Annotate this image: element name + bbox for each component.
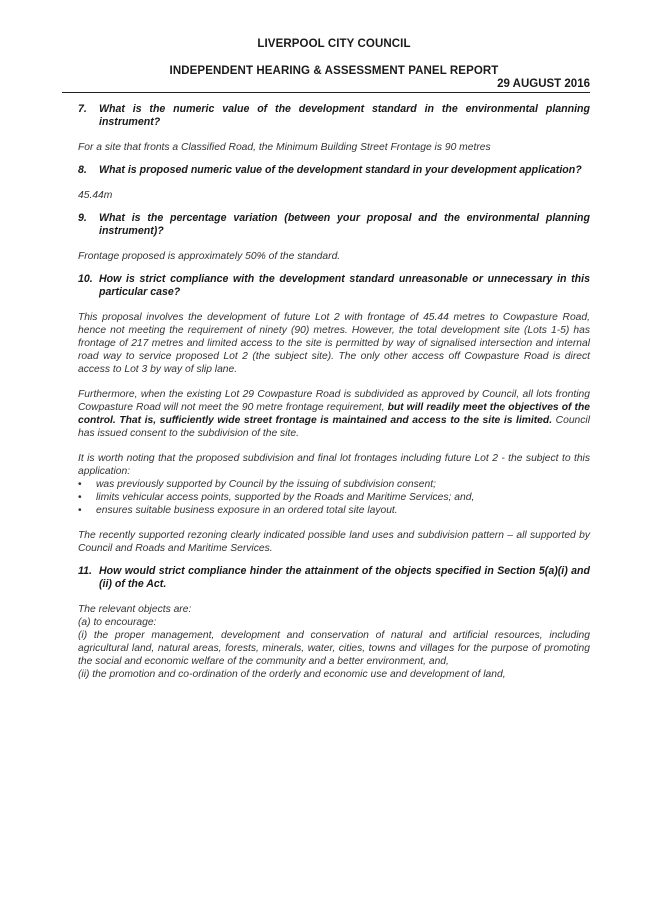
question-text: What is proposed numeric value of the development standard in your development application? [99, 164, 582, 176]
question-number: 9. [78, 212, 87, 224]
answer-10-paragraph-1: This proposal involves the development of future Lot 2 with frontage of 45.44 metres to Cowpasture Road, hence not meeting the requirement of ninety (90) metres. However, the total development site (Lots 1-5) has frontage of 217 metres and limited access to the site is permitted by way of signalised intersection and internal road way to service proposed Lot 2 (the subject site). The only other access off Cowpasture Road is direct access to Lot 3 by way of slip lane. [78, 312, 590, 375]
question-number: 8. [78, 164, 87, 176]
question-number: 7. [78, 103, 87, 115]
question-number: 11. [78, 565, 92, 577]
answer-11 [78, 603, 590, 681]
question-text: How is strict compliance with the development standard unreasonable or unnecessary in this particular case? [99, 273, 590, 298]
report-date: 29 AUGUST 2016 [497, 78, 590, 90]
answer-line: (a) to encourage: [78, 617, 157, 628]
question-7 [78, 103, 590, 129]
bullet-icon: • [78, 505, 82, 516]
question-9 [78, 212, 590, 238]
report-title: INDEPENDENT HEARING & ASSESSMENT PANEL REPORT [169, 65, 499, 77]
question-number: 10. [78, 273, 93, 285]
header-rule [62, 92, 590, 93]
paragraph-text: Council has issued consent to the subdivision of the site. [78, 415, 590, 439]
bullet-list [78, 478, 590, 517]
list-item: • was previously supported by Council by the issuing of subdivision consent; [78, 479, 436, 490]
bullet-icon: • [78, 492, 82, 503]
answer-10-paragraph-2 [78, 388, 590, 440]
list-item: • limits vehicular access points, supported by the Roads and Maritime Services; and, [78, 492, 475, 503]
question-10 [78, 273, 590, 299]
answer-7: For a site that fronts a Classified Road, the Minimum Building Street Frontage is 90 metres [78, 142, 491, 153]
answer-line: (ii) the promotion and co-ordination of the orderly and economic use and development of land, [78, 669, 506, 680]
question-text: How would strict compliance hinder the attainment of the objects specified in Section 5(a)(i) and (ii) of the Act. [99, 565, 590, 590]
bullet-icon: • [78, 479, 82, 490]
question-8 [78, 164, 590, 177]
answer-line: (i) the proper management, development and conservation of natural and artificial resources, including agricultural land, natural areas, forests, minerals, water, cities, towns and villages for the purpose of promoting the social and economic welfare of the community and a better environment, and, [78, 630, 590, 667]
question-text: What is the numeric value of the development standard in the environmental planning instrument? [99, 103, 590, 128]
question-text: What is the percentage variation (between your proposal and the environmental planning instrument)? [99, 212, 590, 237]
paragraph-text: Furthermore, when the existing Lot 29 Cowpasture Road is subdivided as approved by Council, all lots fronting Cowpasture Road will not meet the 90 metre frontage requirement, [78, 389, 590, 413]
answer-10-paragraph-3: It is worth noting that the proposed subdivision and final lot frontages including future Lot 2 - the subject to this application: [78, 453, 590, 477]
council-name: LIVERPOOL CITY COUNCIL [257, 38, 411, 50]
answer-line: The relevant objects are: [78, 604, 192, 615]
report-page [78, 38, 590, 681]
answer-10-paragraph-4: The recently supported rezoning clearly indicated possible land uses and subdivision pattern – all supported by Council and Roads and Maritime Services. [78, 530, 590, 554]
answer-9: Frontage proposed is approximately 50% of the standard. [78, 251, 341, 262]
question-11 [78, 565, 590, 591]
list-item: • ensures suitable business exposure in an ordered total site layout. [78, 505, 398, 516]
answer-8: 45.44m [78, 190, 113, 201]
emphasis-text: but will readily meet the objectives of the control. That is, sufficiently wide street frontage is maintained and access to the site is limited. [78, 402, 590, 426]
